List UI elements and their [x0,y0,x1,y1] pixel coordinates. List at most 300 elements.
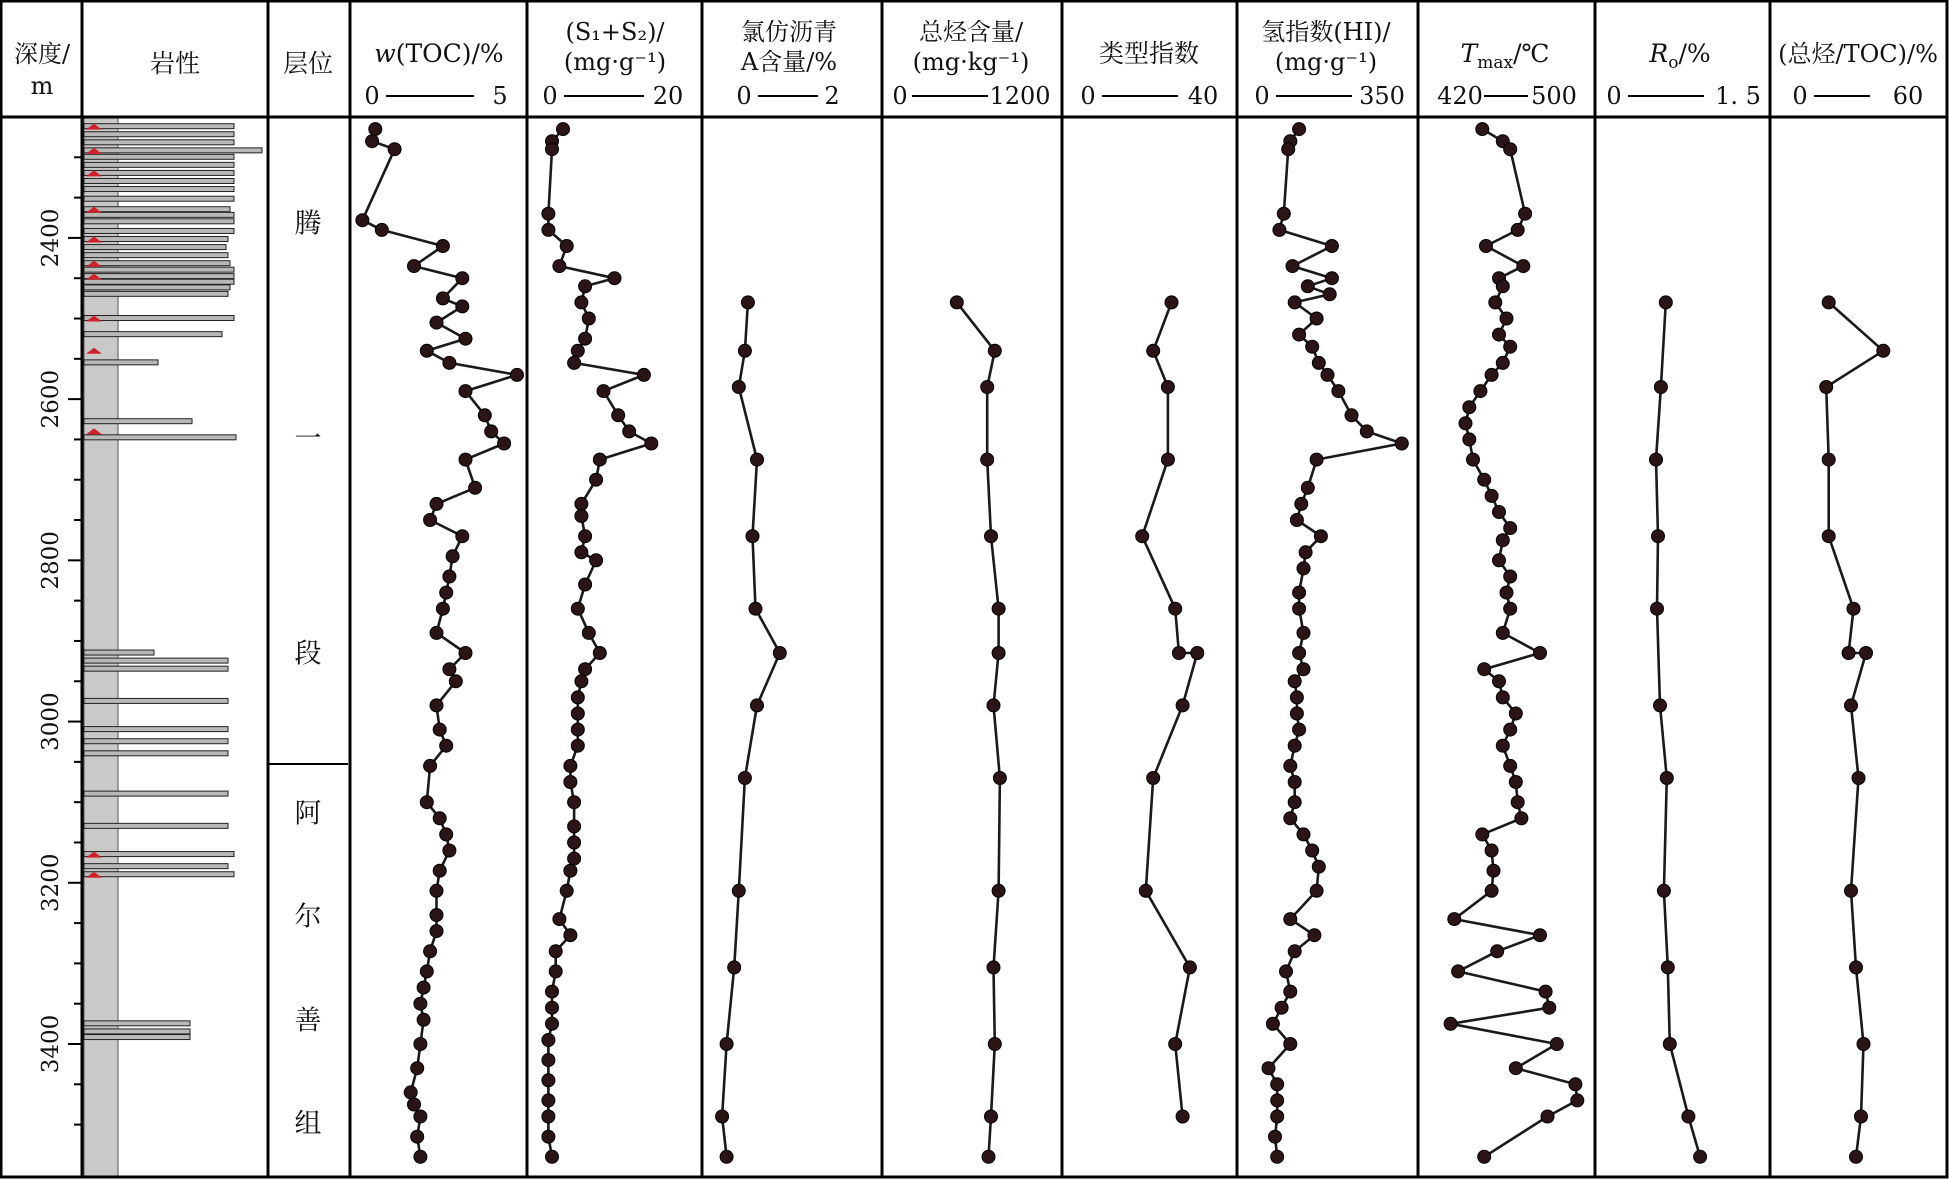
toc-range-min: 0 [364,82,380,110]
data-point [1496,534,1509,547]
data-point [1463,433,1476,446]
data-point [568,796,581,809]
data-point [571,723,584,736]
depth-tick-label: 3400 [38,1014,64,1074]
data-point [1500,312,1513,325]
data-point [716,1110,729,1123]
data-point [571,602,584,615]
data-point [993,772,1006,785]
data-point [1273,223,1286,236]
data-point [1496,280,1509,293]
lithology-band [84,178,234,183]
data-point [568,820,581,833]
data-point [560,884,573,897]
data-point [1504,143,1517,156]
data-point [1845,884,1858,897]
data-point [1534,929,1547,942]
s1s2-header-line2: (mg·g⁻¹) [563,48,667,76]
data-point [1694,1150,1707,1163]
data-point [1310,453,1323,466]
data-point [1139,884,1152,897]
data-point [1295,497,1308,510]
data-point [1504,340,1517,353]
track-9 [1820,296,1890,1163]
data-point [557,123,570,136]
data-point [424,514,437,527]
data-point [459,647,472,660]
data-point [436,240,449,253]
data-point [1290,707,1303,720]
data-point [366,135,379,148]
data-point [590,473,603,486]
tmax-header-line1 [1461,39,1550,73]
data-point [1485,884,1498,897]
data-point [1543,1001,1556,1014]
data-point [542,1054,555,1067]
data-point [1271,1110,1284,1123]
data-point [420,344,433,357]
data-point [549,945,562,958]
data-point [542,1110,555,1123]
data-point [440,739,453,752]
strata-char-lower: 阿 [294,798,322,830]
data-point [1284,985,1297,998]
data-point [1290,514,1303,527]
data-point [1297,828,1310,841]
series-line [362,129,517,1157]
header-ro [1606,39,1761,110]
data-point [1682,1110,1695,1123]
data-point [1493,554,1506,567]
data-point [440,828,453,841]
data-point [571,707,584,720]
data-point [564,864,577,877]
data-point [1312,356,1325,369]
data-point [571,691,584,704]
data-point [1284,913,1297,926]
data-point [1266,1017,1279,1030]
data-point [1493,328,1506,341]
lithology-band [84,1029,190,1034]
data-point [1822,530,1835,543]
data-point [456,530,469,543]
data-point [1534,647,1547,660]
data-point [1478,473,1491,486]
data-point [1271,1078,1284,1091]
toc-header-w: w [374,39,396,68]
data-point [1288,945,1301,958]
data-point [575,510,588,523]
data-point [1290,691,1303,704]
data-point [1496,739,1509,752]
data-point [1297,663,1310,676]
lithology-band [84,666,228,671]
data-point [579,578,592,591]
data-point [408,260,421,273]
data-point [1310,884,1323,897]
type-index-range-max: 40 [1187,82,1219,110]
data-point [568,836,581,849]
lithology-band [84,237,228,242]
data-point [459,385,472,398]
lithology-band [84,316,234,321]
s1s2-range-min: 0 [542,82,558,110]
chloroform-header-line1: 氯仿沥青 [741,18,837,46]
tmax-range-max: 500 [1531,82,1577,110]
chloroform-range-min: 0 [736,82,752,110]
data-point [511,368,524,381]
data-point [1489,296,1502,309]
data-point [433,723,446,736]
data-point [1463,401,1476,414]
data-point [1509,1062,1522,1075]
lithology-band [84,791,228,796]
lithology-band [84,274,234,279]
toc-range-max: 5 [492,82,508,110]
data-point [1288,675,1301,688]
data-point [988,344,1001,357]
data-point [1271,1150,1284,1163]
data-point [1877,344,1890,357]
data-point [1312,860,1325,873]
lithology-band [84,207,230,212]
lithology-band [84,1021,190,1026]
data-point [1286,260,1299,273]
data-point [1852,772,1865,785]
track-7 [1444,123,1584,1164]
data-point [1360,425,1373,438]
depth-axis [38,157,82,1124]
data-point [417,1013,430,1026]
data-point [1165,296,1178,309]
data-point [1850,1150,1863,1163]
strata-char-lower: 善 [294,1005,322,1037]
data-point [1301,280,1314,293]
data-point [579,663,592,676]
data-point [546,143,559,156]
data-point [746,530,759,543]
data-point [1496,691,1509,704]
data-point [1293,586,1306,599]
data-point [1476,123,1489,136]
data-point [1487,864,1500,877]
lithology-band [84,1035,190,1040]
lithology-band [84,285,230,290]
data-point [1395,437,1408,450]
data-point [430,316,443,329]
lithology-band [84,212,234,217]
data-point [1284,812,1297,825]
track-4 [950,296,1006,1163]
data-point [420,965,433,978]
data-point [1820,381,1833,394]
lithology-header: 岩性 [149,49,201,78]
data-point [1650,453,1663,466]
data-point [981,453,994,466]
data-point [456,300,469,313]
data-point [637,368,650,381]
track-8 [1650,296,1707,1163]
data-point [1857,1038,1870,1051]
data-point [542,1130,555,1143]
strata-char-upper: 段 [294,638,322,670]
data-point [430,626,443,639]
data-point [1269,1130,1282,1143]
data-point [593,647,606,660]
data-point [645,437,658,450]
data-point [420,796,433,809]
lithology-band [84,823,228,828]
data-point [1654,381,1667,394]
data-point [1308,929,1321,942]
strata-labels [295,209,322,1140]
depth-tick-label: 2400 [38,208,64,268]
lithology-band [84,864,228,869]
data-point [1293,647,1306,660]
series-line [1656,302,1700,1156]
lithology-band [84,279,234,284]
data-point [485,425,498,438]
data-point [1147,772,1160,785]
data-point [992,602,1005,615]
data-tracks [356,123,1890,1164]
data-point [579,530,592,543]
lithology-band [84,228,234,233]
lithology-band [84,187,234,192]
data-point [1550,1038,1563,1051]
data-point [414,1038,427,1051]
lithology-band [84,360,158,365]
lithology-band [84,132,234,137]
data-point [1176,1110,1189,1123]
data-point [542,1034,555,1047]
data-point [1657,884,1670,897]
data-point [1299,546,1312,559]
data-point [623,425,636,438]
data-point [751,453,764,466]
data-point [1491,945,1504,958]
lithology-band [84,419,192,424]
data-point [1504,602,1517,615]
lithology-band [84,872,234,877]
data-point [430,925,443,938]
data-point [1169,602,1182,615]
header-chloroform [736,18,839,110]
data-point [1485,844,1498,857]
data-point [1314,530,1327,543]
depth-tick-label: 3200 [38,853,64,913]
data-point [1293,602,1306,615]
data-point [1169,1038,1182,1051]
header-depth [14,40,71,100]
data-point [738,772,751,785]
data-point [579,280,592,293]
data-point [612,409,625,422]
data-point [1663,1038,1676,1051]
data-point [456,272,469,285]
data-point [430,497,443,510]
data-point [1850,961,1863,974]
data-point [985,1110,998,1123]
header-tmax [1437,39,1577,110]
track-6 [1262,123,1408,1164]
ro-header-unit: /% [1678,39,1711,68]
header-hi [1254,18,1405,110]
data-point [1504,759,1517,772]
header-s1s2 [542,18,683,110]
data-point [414,1110,427,1123]
ratio-header-line1: (总烃/TOC)/% [1778,40,1938,68]
tmax-header-unit: /℃ [1513,39,1550,68]
lithology-band [84,124,234,129]
data-point [1161,453,1174,466]
lithology-band [84,291,228,296]
data-point [1511,796,1524,809]
toc-header-rest: (TOC)/% [395,39,504,68]
data-point [1277,207,1290,220]
data-point [1845,699,1858,712]
total-hc-header-line2: (mg·kg⁻¹) [912,48,1030,76]
data-point [546,1017,559,1030]
data-point [568,852,581,865]
data-point [414,997,427,1010]
tmax-header-t: T [1460,39,1478,68]
data-point [1569,1078,1582,1091]
data-point [1288,796,1301,809]
ro-header-r: R [1649,39,1669,68]
data-point [1345,409,1358,422]
series-line [548,129,651,1157]
depth-header-line1: 深度/ [13,40,71,68]
lithology-band [84,196,234,201]
data-point [430,884,443,897]
data-point [593,453,606,466]
depth-tick-label: 3000 [38,692,64,751]
data-point [459,332,472,345]
strata-char-lower: 组 [294,1108,322,1140]
data-point [1517,260,1530,273]
data-point [738,344,751,357]
track-1 [356,123,524,1164]
ro-header-line1 [1648,39,1710,73]
data-point [575,497,588,510]
data-point [773,647,786,660]
lithology-band [84,154,234,159]
depth-header-line2: m [30,72,54,100]
data-point [1493,675,1506,688]
data-point [436,292,449,305]
data-point [1493,506,1506,519]
type-index-range-min: 0 [1080,82,1096,110]
header-ratio [1778,40,1938,110]
data-point [1306,340,1319,353]
data-point [446,550,459,563]
lithology-band [84,650,154,655]
lithology-band [84,698,228,703]
ratio-range-min: 0 [1792,82,1808,110]
total-hc-header-line1: 总烃含量/ [918,18,1024,46]
data-point [433,864,446,877]
data-point [1651,602,1664,615]
data-point [950,296,963,309]
data-point [1476,828,1489,841]
data-point [1282,143,1295,156]
data-point [575,296,588,309]
data-point [1654,699,1667,712]
data-point [443,570,456,583]
strata-char-upper: 一 [294,423,322,455]
ratio-range-max: 60 [1892,82,1924,110]
data-point [992,884,1005,897]
data-point [720,1038,733,1051]
data-point [1478,663,1491,676]
data-point [560,240,573,253]
strata-header: 层位 [282,49,334,78]
data-point [1496,356,1509,369]
data-point [1509,776,1522,789]
toc-header-line1 [374,39,503,68]
data-point [1323,288,1336,301]
data-point [1500,586,1513,599]
total-hc-range-max: 1200 [989,82,1051,110]
data-point [469,481,482,494]
data-point [1485,368,1498,381]
data-point [411,1062,424,1075]
data-point [1280,965,1293,978]
hi-range-max: 350 [1359,82,1405,110]
data-point [430,909,443,922]
data-point [1262,1062,1275,1075]
data-point [1474,385,1487,398]
data-point [1860,647,1873,660]
data-point [542,1094,555,1107]
header-toc [364,39,507,110]
data-point [1855,1110,1868,1123]
data-point [1136,530,1149,543]
ro-header-sub: o [1668,53,1679,73]
lithology-band [84,170,234,175]
data-point [1485,489,1498,502]
track-5 [1136,296,1204,1123]
data-point [542,223,555,236]
data-point [1822,453,1835,466]
data-point [1284,759,1297,772]
data-point [982,1150,995,1163]
lithology-band [84,332,222,337]
data-point [411,1130,424,1143]
s1s2-range-max: 20 [652,82,684,110]
data-point [424,945,437,958]
track-3 [716,296,787,1163]
hi-header-line1: 氢指数(HI)/ [1261,18,1391,46]
lithology-band [84,140,234,145]
total-hc-range-min: 0 [892,82,908,110]
data-point [720,1150,733,1163]
data-point [728,961,741,974]
data-point [732,884,745,897]
chart-frame [1,1,1947,1177]
data-point [546,1001,559,1014]
data-point [430,699,443,712]
data-point [369,123,382,136]
data-point [478,409,491,422]
data-point [1284,1038,1297,1051]
lithology-band [84,751,228,756]
data-point [1539,985,1552,998]
data-point [575,546,588,559]
lithology-band [84,261,230,266]
lithology-band [84,219,234,224]
